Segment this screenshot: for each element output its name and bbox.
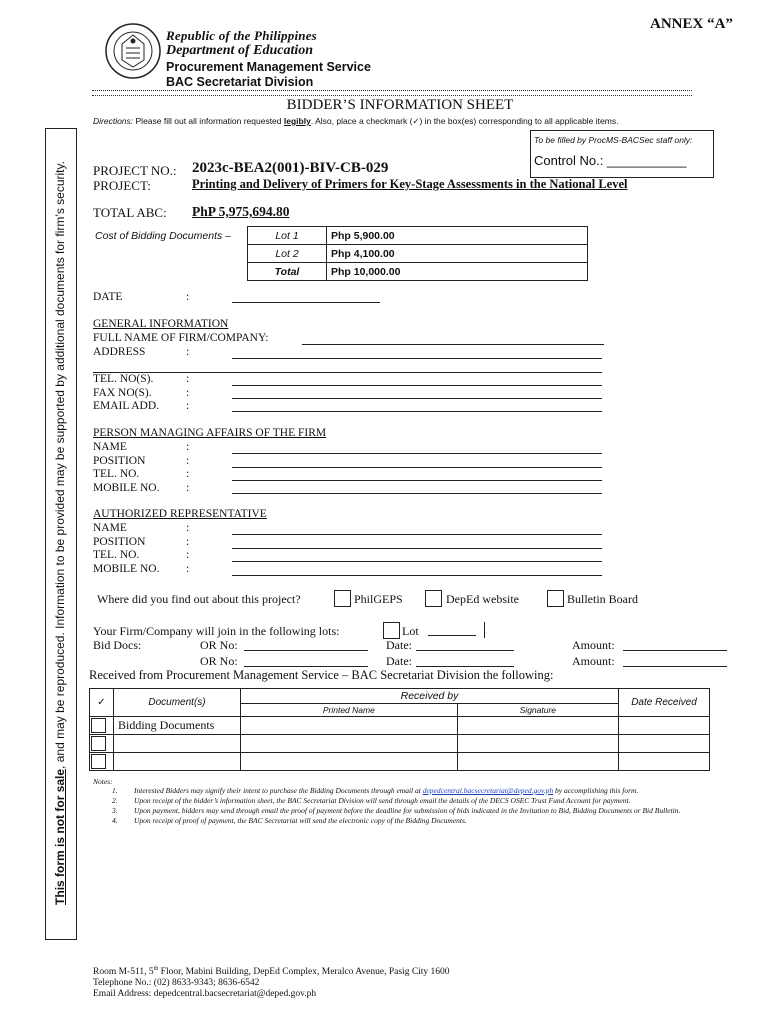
lots-join-label: Your Firm/Company will join in the following lots: [93,624,340,638]
project-no-value: 2023c-BEA2(001)-BIV-CB-029 [192,160,389,176]
notes-label: Notes: [93,777,113,786]
amount-label: Amount: [572,638,615,652]
directions-text3: ) in the box(es) corresponding to all applicable items. [419,116,619,126]
directions [93,116,618,127]
authorized-mobile-label: MOBILE NO. [93,563,160,575]
fax-field[interactable] [232,398,602,399]
or-no-label-2: OR No: [200,654,238,668]
or-date-label-2: Date: [386,654,412,668]
footer-telephone: Telephone No.: (02) 8633-9343; 8636-6542 [93,978,260,989]
date-received-header: Date Received [619,689,710,717]
date-received-cell[interactable] [619,717,710,735]
email-label: EMAIL ADD. [93,400,160,412]
deped-website-checkbox[interactable] [425,590,442,607]
printed-name-cell[interactable] [241,717,458,735]
managing-name-field[interactable] [232,453,602,454]
footer-address-b: Floor, Mabini Building, DepEd Complex, Meralco Avenue, Pasig City 1600 [158,967,450,978]
tel-colon: : [186,373,190,385]
signature-cell[interactable] [457,753,618,771]
lot-field[interactable] [428,635,476,636]
managing-position-field[interactable] [232,467,602,468]
footer-address-sup: th [153,966,159,972]
deped-seal-icon [104,22,162,80]
cost-amount: Php 4,100.00 [327,245,588,263]
managing-name-label: NAME [93,441,127,453]
page-title: BIDDER’S INFORMATION SHEET [286,97,514,113]
address-field[interactable] [232,358,602,359]
bulletin-board-checkbox[interactable] [547,590,564,607]
bulletin-board-label: Bulletin Board [567,592,638,606]
directions-legibly: legibly [283,116,311,126]
authorized-tel-field[interactable] [232,561,602,562]
note-number: 3. [112,806,118,815]
note-text: Upon receipt of proof of payment, the BAC Secretariat will send the electronic copy of the Bidding Documents. [134,816,467,825]
footer-email: Email Address: depedcentral.bacsecretariat@deped.gov.ph [93,989,317,1000]
or-no-field[interactable] [244,650,368,651]
fax-colon: : [186,387,190,399]
cost-lot: Total [248,263,327,281]
row-checkbox[interactable] [91,754,106,769]
document-cell[interactable] [114,753,241,771]
lot-label: Lot [402,624,419,638]
documents-header: Document(s) [114,689,241,717]
authorized-mobile-field[interactable] [232,575,602,576]
staff-only-box [530,130,714,178]
managing-position-colon: : [186,455,190,467]
email-colon: : [186,400,190,412]
signature-header: Signature [457,704,618,717]
philgeps-checkbox[interactable] [334,590,351,607]
header-division: BAC Secretariat Division [166,75,314,89]
authorized-position-colon: : [186,536,190,548]
table-row [90,735,710,753]
project-name: Printing and Delivery of Primers for Key-Stage Assessments in the National Level [192,177,628,191]
project-no-label: PROJECT NO.: [93,163,177,178]
philgeps-label: PhilGEPS [354,592,403,606]
received-from-text: Received from Procurement Management Service – BAC Secretariat Division the following: [89,668,554,682]
tel-label: TEL. NO(S). [93,373,154,385]
printed-name-header: Printed Name [241,704,458,717]
firm-field[interactable] [302,344,604,345]
row-checkbox[interactable] [91,736,106,751]
notes-list [112,786,700,825]
note-item [112,796,700,805]
cost-lot: Lot 1 [248,227,327,245]
header-republic: Republic of the Philippines [166,28,317,43]
note-text: Upon receipt of the bidder’s information sheet, the BAC Secretariat Division will send through email the details of the DECS OSEC Trust Fund Account for payment. [134,796,631,805]
cost-amount: Php 5,900.00 [327,227,588,245]
managing-heading: PERSON MANAGING AFFAIRS OF THE FIRM [93,427,327,439]
header-department: Department of Education [166,43,314,58]
side-notice-rest: , and may be reproduced. Information to be provided may be supported by additional documents for firm’s security. [53,161,67,769]
directions-prefix: Directions: [93,116,134,126]
cost-row [248,245,588,263]
total-abc-value: PhP 5,975,694.80 [192,204,290,219]
printed-name-cell[interactable] [241,735,458,753]
date-label: DATE [93,291,123,303]
tel-field[interactable] [232,385,602,386]
email-link[interactable]: depedcentral.bacsecretariat@deped.gov.ph [422,786,554,795]
email-field[interactable] [232,411,602,412]
side-notice-text [53,133,67,933]
authorized-name-field[interactable] [232,534,602,535]
note-text: Interested Bidders may signify their intent to purchase the Bidding Documents through email at [134,786,423,795]
or-date-field[interactable] [416,650,514,651]
amount-label-2: Amount: [572,654,615,668]
header-service: Procurement Management Service [166,60,371,74]
managing-tel-colon: : [186,468,190,480]
cost-lot: Lot 2 [248,245,327,263]
footer-address [93,964,450,978]
cost-table [247,226,588,281]
authorized-name-colon: : [186,522,190,534]
authorized-mobile-colon: : [186,563,190,575]
cost-amount: Php 10,000.00 [327,263,588,281]
lot-field-end-bar [484,622,485,638]
deped-website-label: DepEd website [446,592,519,606]
directions-text: Please fill out all information requested [133,116,284,126]
note-number: 2. [112,796,118,805]
firm-label: FULL NAME OF FIRM/COMPANY: [93,332,269,344]
authorized-name-label: NAME [93,522,127,534]
managing-tel-field[interactable] [232,480,602,481]
signature-cell[interactable] [457,717,618,735]
address-colon: : [186,346,190,358]
side-notice-underlined: This form is not for sale [53,768,67,905]
amount-field[interactable] [623,650,727,651]
annex-label: ANNEX “A” [650,16,733,32]
total-abc-label: TOTAL ABC: [93,205,167,220]
received-table [89,688,710,771]
row-checkbox[interactable] [91,718,106,733]
cost-label: Cost of Bidding Documents – [95,230,231,242]
managing-mobile-field[interactable] [232,493,602,494]
address-label: ADDRESS [93,346,146,358]
checkmark-icon: ✓ [90,689,114,717]
managing-tel-label: TEL. NO. [93,468,140,480]
address-field-2[interactable] [93,372,602,373]
authorized-tel-label: TEL. NO. [93,549,140,561]
cost-row-total [248,263,588,281]
or-no-label: OR No: [200,638,238,652]
date-received-cell[interactable] [619,735,710,753]
note-text-after: by accomplishing this form. [553,786,639,795]
managing-mobile-label: MOBILE NO. [93,482,160,494]
document-cell[interactable] [114,735,241,753]
signature-cell[interactable] [457,735,618,753]
authorized-position-field[interactable] [232,548,602,549]
printed-name-cell[interactable] [241,753,458,771]
header-ornament-divider [92,90,692,96]
bid-docs-label: Bid Docs: [93,638,142,652]
footer [93,964,450,1000]
control-no[interactable]: Control No.: ___________ [534,153,687,168]
authorized-position-label: POSITION [93,536,146,548]
note-item [112,816,700,825]
bidding-documents-cell: Bidding Documents [114,717,241,735]
table-row [90,717,710,735]
authorized-heading: AUTHORIZED REPRESENTATIVE [93,508,267,520]
where-question: Where did you find out about this project? [97,592,301,606]
managing-name-colon: : [186,441,190,453]
general-heading: GENERAL INFORMATION [93,318,229,330]
note-number: 1. [112,786,118,795]
authorized-tel-colon: : [186,549,190,561]
checkmark-icon: ✓ [412,116,420,126]
footer-address-a: Room M-511, 5 [93,967,154,978]
date-field[interactable] [232,302,380,303]
cost-row [248,227,588,245]
note-text: Upon payment, bidders may send through email the proof of payment before the deadline for submission of bids indicated in the Invitation to Bid, Bidding Documents or Bid Bulletin. [134,806,681,815]
staff-only-label: To be filled by ProcMS-BACSec staff only: [534,135,693,145]
date-colon: : [186,291,190,303]
date-received-cell[interactable] [619,753,710,771]
fax-label: FAX NO(S). [93,387,152,399]
amount-field-2[interactable] [623,666,727,667]
note-number: 4. [112,816,118,825]
note-item [112,806,700,815]
lot-checkbox[interactable] [383,622,400,639]
directions-text2: . Also, place a checkmark ( [310,116,413,126]
note-item [112,786,700,795]
or-date-label: Date: [386,638,412,652]
managing-mobile-colon: : [186,482,190,494]
received-by-header: Received by [241,689,619,704]
or-no-field-2[interactable] [244,666,368,667]
managing-position-label: POSITION [93,455,146,467]
table-row [90,753,710,771]
project-label: PROJECT: [93,178,151,193]
or-date-field-2[interactable] [416,666,514,667]
